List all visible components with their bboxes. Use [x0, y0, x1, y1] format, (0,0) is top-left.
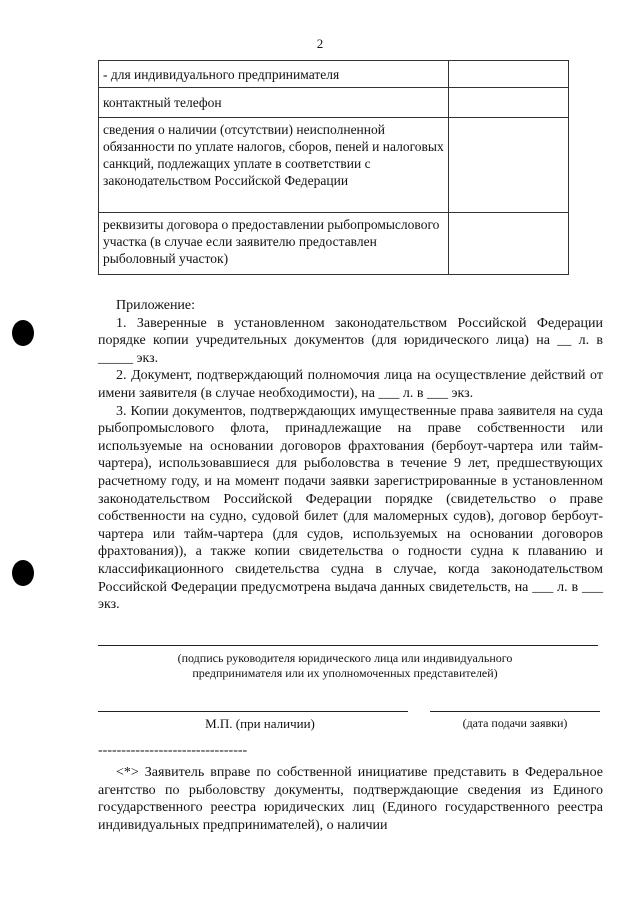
- stamp-line: [98, 711, 408, 712]
- table-cell-value: [449, 88, 569, 118]
- application-form-table: [98, 60, 569, 275]
- attachment-item-3: 3. Копии документов, подтверждающих имущественные права заявителя на суда рыбопромыслового флота, принадлежащие на праве собственности или используемые на основании договоров фрахтования (бербоут-чартера или тайм-чартера), использовавшиеся для рыболовства в течение 9 лет, предшествующих расчетному году, и на момент подачи заявки зарегистрированные в установленном законодательством Российской Федерации порядке (свидетельство о праве собственности на судно, судовой билет (для маломерных судов), договор бербоут-чартера или тайм-чартера (для судов, используемых на основании договоров фрахтования)), а также копии свидетельства о годности судна к плаванию и классификационного свидетельства судна в случае, когда законодательством Российской Федерации предусмотрена выдача данных свидетельств, на ___ л. в ___ экз.: [98, 403, 603, 613]
- table-cell-label: - для индивидуального предпринимателя: [99, 61, 449, 88]
- signature-caption-line-1: (подпись руководителя юридического лица или индивидуального: [177, 651, 513, 665]
- table-cell-label: контактный телефон: [99, 88, 449, 118]
- table-row: [99, 61, 569, 88]
- table-row: [99, 213, 569, 275]
- page-number: 2: [316, 36, 324, 51]
- table-cell-value: [449, 213, 569, 275]
- stamp-caption: М.П. (при наличии): [205, 716, 315, 731]
- table-cell-value: [449, 118, 569, 213]
- attachments-section: [98, 297, 603, 614]
- binder-hole: [12, 560, 34, 586]
- date-line: [430, 711, 600, 712]
- signature-caption-line-2: предпринимателя или их уполномоченных представителей): [192, 666, 498, 680]
- table-cell-label: реквизиты договора о предоставлении рыбопромыслового участка (в случае если заявителю предоставлен рыболовный участок): [99, 213, 449, 275]
- attachment-item-2: 2. Документ, подтверждающий полномочия лица на осуществление действий от имени заявителя (в случае необходимости), на ___ л. в ___ экз.: [98, 368, 603, 401]
- footnote-text: <*> Заявитель вправе по собственной инициативе представить в Федеральное агентство по рыболовству документы, подтверждающие сведения из Единого государственного реестра юридических лиц (Единого государственного реестра индивидуальных предпринимателей), о наличии: [98, 765, 603, 833]
- footnote-separator: --------------------------------: [98, 743, 248, 758]
- binder-hole: [12, 320, 34, 346]
- table-row: [99, 118, 569, 213]
- attachment-item-1: 1. Заверенные в установленном законодательством Российской Федерации порядке копии учредительных документов (для юридического лица) на __ л. в _____ экз.: [98, 315, 603, 366]
- table-cell-value: [449, 61, 569, 88]
- attachments-heading: Приложение:: [116, 298, 196, 313]
- signature-caption: [130, 651, 560, 681]
- table-row: [99, 88, 569, 118]
- table-cell-label: сведения о наличии (отсутствии) неисполненной обязанности по уплате налогов, сборов, пеней и налоговых санкций, подлежащих уплате в соответствии с законодательством Российской Федерации: [99, 118, 449, 213]
- signature-line: [98, 645, 598, 646]
- date-caption: (дата подачи заявки): [462, 716, 568, 730]
